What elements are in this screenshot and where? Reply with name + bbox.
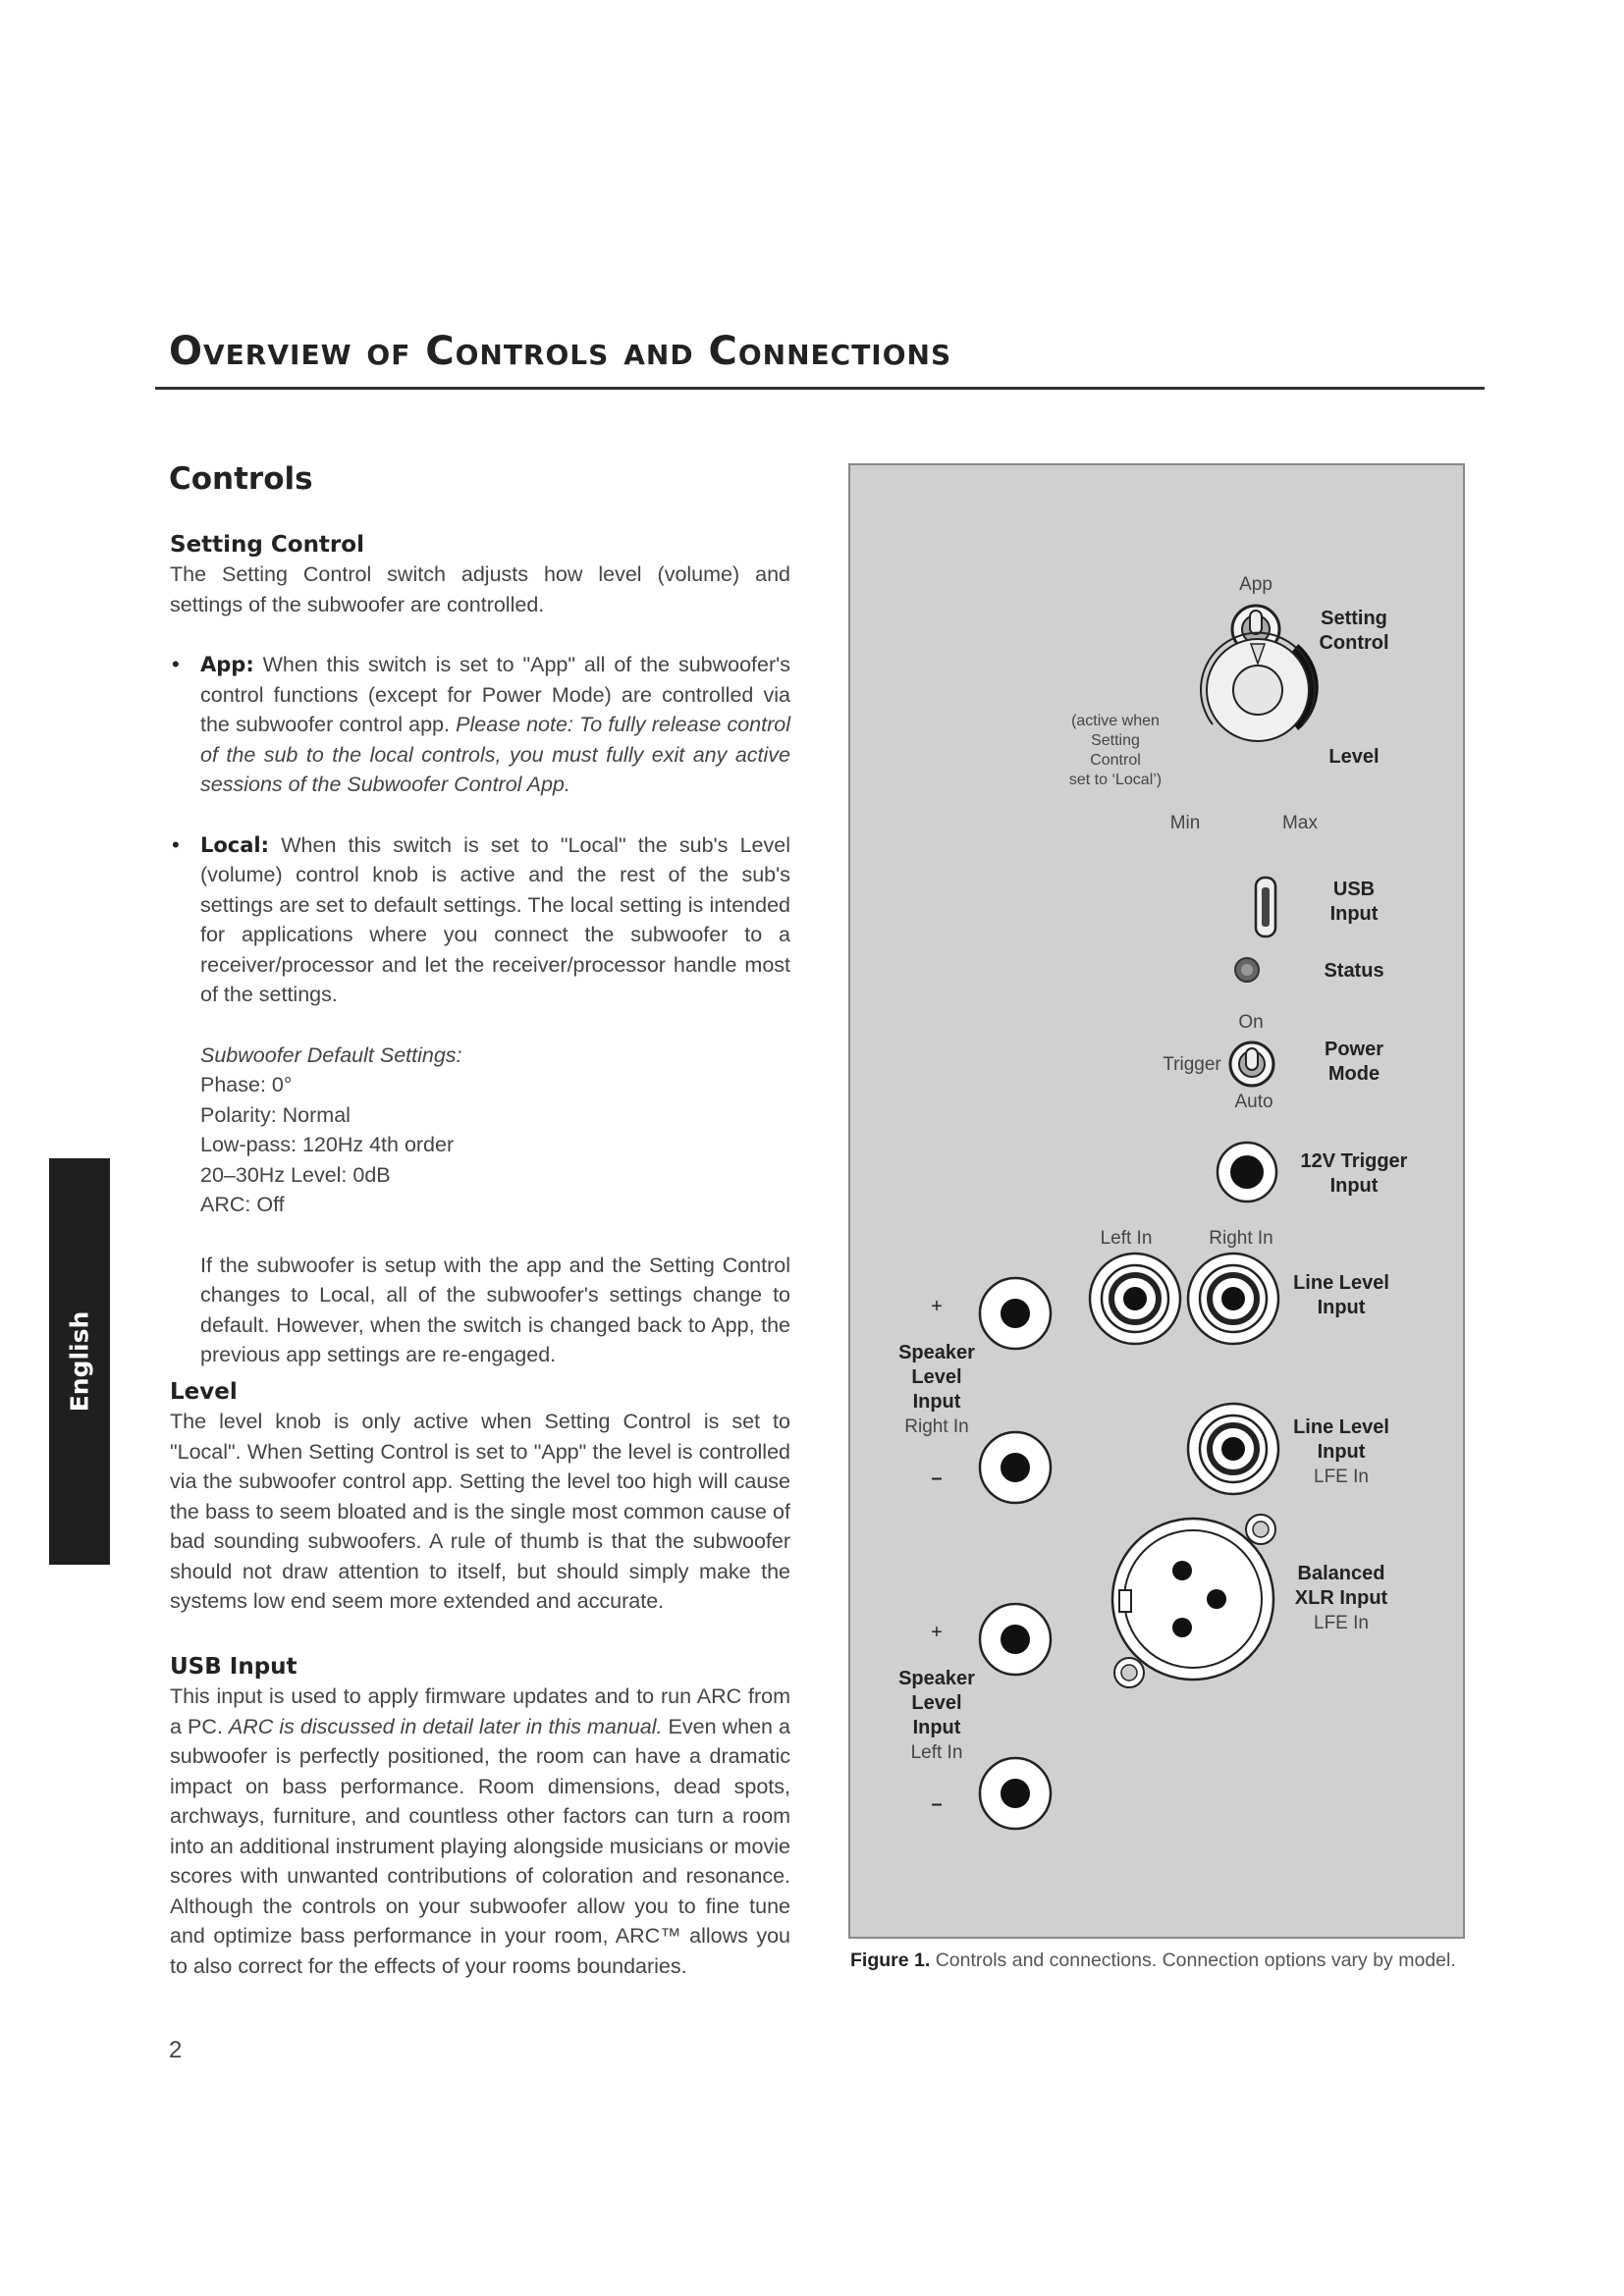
speaker-right-minus: – [931,1468,943,1489]
caption-bold: Figure 1. [850,1949,931,1971]
default-phase: Phase: 0° [200,1073,293,1096]
status-label: Status [1324,960,1384,982]
level-text: The level knob is only active when Setting Control is set to "Local". When Setting Control is set to "App" the level is controlled via the subwoofer control app. Setting the level too high will cause the bass to seem bloated and is the single most common cause of bad sounding subwoofers. A rule of thumb is that the subwoofer should not draw attention to itself, but should simply make the systems low end seem more extended and accurate. [170,1410,790,1613]
figure-caption [850,1949,1456,1972]
language-tab-label: English [65,1310,94,1413]
usb-heading: USB Input [170,1654,298,1680]
line-level-label-1: Line Level [1293,1272,1389,1294]
language-tab [49,1158,110,1565]
usb-section [170,1652,790,1981]
level-label-fig: Level [1328,746,1380,768]
trigger-jack-icon [1218,1143,1276,1201]
default-polarity: Polarity: Normal [200,1102,351,1127]
bullet-dot: • [172,831,180,857]
speaker-left-minus: – [931,1793,943,1815]
rca-right-jack-icon [1188,1254,1278,1344]
line-level-lfe-label-3: LFE In [1314,1467,1369,1487]
speaker-left-label-2: Level [911,1692,962,1714]
xlr-label-3: LFE In [1314,1613,1369,1633]
usb-text-a: This input is used to apply firmware updates and to run ARC from a PC. [170,1684,790,1738]
xlr-label-2: XLR Input [1294,1587,1388,1609]
min-label: Min [1169,813,1201,833]
controls-figure [848,463,1465,1939]
active-when-line-2: Setting [1091,732,1140,749]
rca-lfe-jack-icon [1188,1404,1278,1494]
active-when-line-3: Control [1090,752,1141,769]
default-level: 20–30Hz Level: 0dB [200,1162,391,1187]
usb-label-1: USB [1332,879,1376,900]
local-label: Local: [200,832,270,857]
defaults-heading: Subwoofer Default Settings: [200,1042,462,1067]
local-bullet [170,830,790,1010]
bullet-dot: • [172,652,180,676]
setting-control-note: If the subwoofer is setup with the app and the Setting Control changes to Local, all of the subwoofer's settings change to default. However, when the switch is changed back to App, the previous app settings are re-engaged. [200,1253,790,1366]
line-level-lfe-label-1: Line Level [1293,1416,1389,1438]
speaker-right-label-2: Level [911,1366,962,1388]
power-mode-label-1: Power [1324,1039,1384,1060]
speaker-left-label-1: Speaker [898,1668,975,1689]
auto-label: Auto [1234,1092,1273,1112]
setting-control-heading: Setting Control [170,532,364,558]
power-mode-switch [1230,1042,1273,1086]
active-when-line-4: set to ‘Local’) [1068,772,1163,788]
line-level-lfe-label-2: Input [1317,1441,1366,1463]
trigger-input-label-2: Input [1329,1175,1379,1197]
speaker-left-label-4: Left In [910,1742,963,1763]
local-text: When this switch is set to "Local" the sub's Level (volume) control knob is active and the rest of the sub's settings are set to default settings. The local setting is intended for applications where you connect the subwoofer to a receiver/processor and let the receiver/processor handle most of the settings. [200,832,790,1006]
usb-label-2: Input [1329,903,1379,925]
usb-text [170,1682,790,1981]
speaker-left-plus-terminal-icon [980,1604,1051,1675]
level-heading: Level [170,1379,238,1405]
speaker-right-plus: + [931,1296,943,1317]
trigger-input-label-1: 12V Trigger [1300,1150,1408,1172]
max-label: Max [1282,813,1318,833]
app-label: App: [200,653,254,676]
usb-port-icon [1256,878,1275,936]
status-led-icon [1235,958,1259,982]
line-level-label-2: Input [1317,1297,1366,1318]
speaker-right-minus-terminal-icon [980,1432,1051,1503]
on-label: On [1238,1012,1264,1033]
speaker-left-plus: + [931,1622,943,1643]
setting-control-section [170,530,790,1370]
speaker-right-label-3: Input [912,1391,961,1413]
power-mode-label-2: Mode [1327,1063,1380,1085]
default-lowpass: Low-pass: 120Hz 4th order [200,1133,455,1156]
speaker-right-label-4: Right In [904,1416,969,1437]
caption-text: Controls and connections. Connection options vary by model. [930,1949,1456,1971]
page-title: Overview of Controls and Connections [169,329,952,374]
app-label-fig: App [1239,574,1272,595]
speaker-left-label-3: Input [912,1717,961,1738]
section-title: Controls [169,461,313,497]
setting-control-label-2: Control [1319,632,1389,654]
title-rule [155,387,1485,390]
right-in-label: Right In [1209,1228,1273,1249]
usb-text-b: Even when a subwoofer is perfectly positioned, the room can have a dramatic impact on bass performance. Room dimensions, dead spots, archways, furniture, and countless other factors can turn a room into an additional instrument playing alongside musicians or movie scores with unwanted contributions of coloration and resonance. Although the controls on your subwoofer allow you to fine tune and optimize bass performance in your room, ARC™ allows you to also correct for the effects of your rooms boundaries. [170,1714,790,1978]
level-section [170,1377,790,1617]
trigger-label: Trigger [1163,1054,1221,1075]
app-text: When this switch is set to "App" all of the subwoofer's control functions (except for Power Mode) are controlled via the subwoofer control app. [200,653,790,736]
usb-text-italic: ARC is discussed in detail later in this manual. [228,1714,663,1738]
rca-left-jack-icon [1090,1254,1180,1344]
speaker-right-plus-terminal-icon [980,1278,1051,1349]
app-bullet [170,650,790,800]
xlr-label-1: Balanced [1297,1563,1385,1584]
app-note: Please note: To fully release control of the sub to the local controls, you must fully exit any active sessions of the Subwoofer Control App. [200,713,791,796]
setting-control-intro: The Setting Control switch adjusts how level (volume) and settings of the subwoofer are controlled. [170,562,790,616]
active-when-line-1: (active when [1071,713,1160,729]
default-arc: ARC: Off [200,1193,285,1216]
speaker-left-minus-terminal-icon [980,1758,1051,1829]
speaker-right-label-1: Speaker [898,1342,975,1363]
left-in-label: Left In [1100,1228,1153,1249]
page-number: 2 [169,2037,183,2063]
setting-control-label-1: Setting [1321,608,1387,629]
